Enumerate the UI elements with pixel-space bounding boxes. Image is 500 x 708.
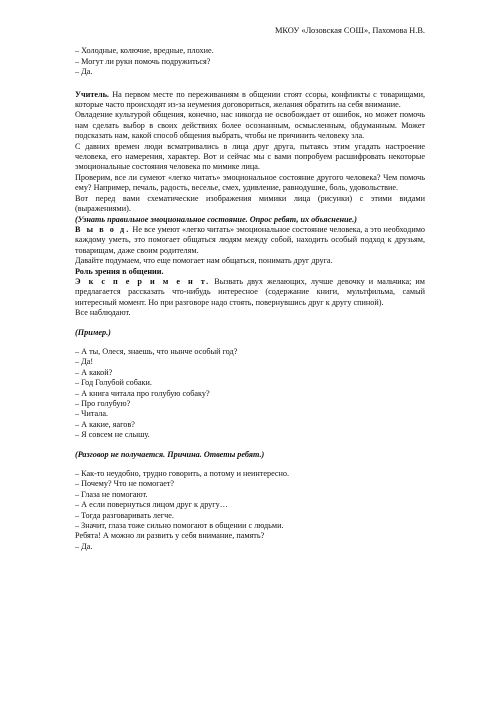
conclusion-paragraph: [75, 225, 425, 256]
example-label: (Пример.): [75, 327, 111, 337]
dialog-line: – А какой?: [75, 367, 113, 377]
ancient-paragraph: С давних времен люди всматривались в лица друг друга, пытаясь этим угадать настроение человека, его намерения, характер. Вот и сейчас мы с вами попробуем расшифровать некоторые эмоциональные состояния человека по мимике лица.: [75, 141, 425, 172]
conclusion-text: Не все умеют «легко читать» эмоциональное состояние человека, а это необходимо каждому уметь, это помогает общаться людям между собой, находить особый подход к друзьям, товарищам, даже своим родителям.: [75, 224, 425, 255]
intro-line-1: – Холодные, колючие, вредные, плохие.: [75, 46, 214, 56]
dialog-line: – Тогда разговаривать легче.: [75, 510, 174, 520]
experiment-label: Э к с п е р и м е н т.: [75, 276, 211, 286]
intro-line-2: – Могут ли руки помочь подружиться?: [75, 56, 211, 66]
dialog-line: – А книга читала про голубую собаку?: [75, 388, 210, 398]
culture-paragraph: Овладение культурой общения, конечно, нас никогда не освобождает от ошибок, но может помочь нам сделать выбор в своих действиях более осознанным, осмысленным, обдуманным. Может подсказать нам, какой способ общения выбрать, чтобы не причинить человеку зла.: [75, 110, 425, 141]
dialog-note: (Разговор не получается. Причина. Ответы ребят.): [75, 449, 265, 459]
conclusion-label: В ы в о д.: [75, 224, 131, 234]
dialog-line: – А какие, яагов?: [75, 419, 135, 429]
intro-line-3: – Да.: [75, 67, 93, 77]
eyes-heading: Роль зрения в общении.: [75, 266, 164, 276]
dialog-line: – Значит, глаза тоже сильно помогают в общении с людьми.: [75, 521, 284, 531]
dialog-line: – Год Голубой собаки.: [75, 378, 152, 388]
dialog-line: – Да!: [75, 357, 94, 367]
teacher-paragraph: [75, 90, 425, 111]
page-header: МКОУ «Лозовская СОШ», Пахомова Н.В.: [274, 26, 425, 35]
dialog-line: – А ты, Олеся, знаешь, что нынче особый год?: [75, 346, 238, 356]
dialog-line: – Глаза не помогают.: [75, 489, 148, 499]
experiment-paragraph: [75, 277, 425, 308]
final-answer: – Да.: [75, 541, 93, 551]
dialog-line: – Почему? Что не помогает?: [75, 479, 175, 489]
schema-paragraph: Вот перед вами схематические изображения мимики лица (рисунки) с этими видами (выражениями).: [75, 193, 425, 214]
check-paragraph: Проверим, все ли сумеют «легко читать» эмоциональное состояние другого человека? Чем помочь ему? Например, печаль, радость, веселье, смех, удивление, равнодушие, боль, удовольствие.: [75, 172, 425, 193]
final-question: Ребята! А можно ли развить у себя внимание, память?: [75, 531, 265, 541]
dialog-line: – Я совсем не слышу.: [75, 430, 150, 440]
task-note: (Узнать правильное эмоциональное состояние. Опрос ребят, их объяснение.): [75, 214, 357, 224]
observe-line: Все наблюдают.: [75, 308, 131, 318]
dialog-line: – А если повернуться лицом друг к другу…: [75, 500, 228, 510]
teacher-text: На первом месте по переживаниям в общении стоят ссоры, конфликты с товарищами, которые часто происходят из-за неумения договориться, желания обратить на себя внимание.: [75, 89, 425, 110]
experiment-text: Вызвать двух желающих, лучше девочку и мальчика; им предлагается рассказать что-нибудь интересное (содержание книги, мультфильма, самый интересный момент. Но при разговоре надо стоять, повернувшись друг к другу спиной).: [75, 276, 425, 307]
dialog-line: – Читала.: [75, 409, 108, 419]
think-paragraph: Давайте подумаем, что еще помогает нам общаться, понимать друг друга.: [75, 256, 333, 266]
dialog-line: – Как-то неудобно, трудно говорить, а потому и неинтересно.: [75, 469, 290, 479]
dialog-line: – Про голубую?: [75, 399, 131, 408]
teacher-label: Учитель.: [75, 89, 109, 99]
